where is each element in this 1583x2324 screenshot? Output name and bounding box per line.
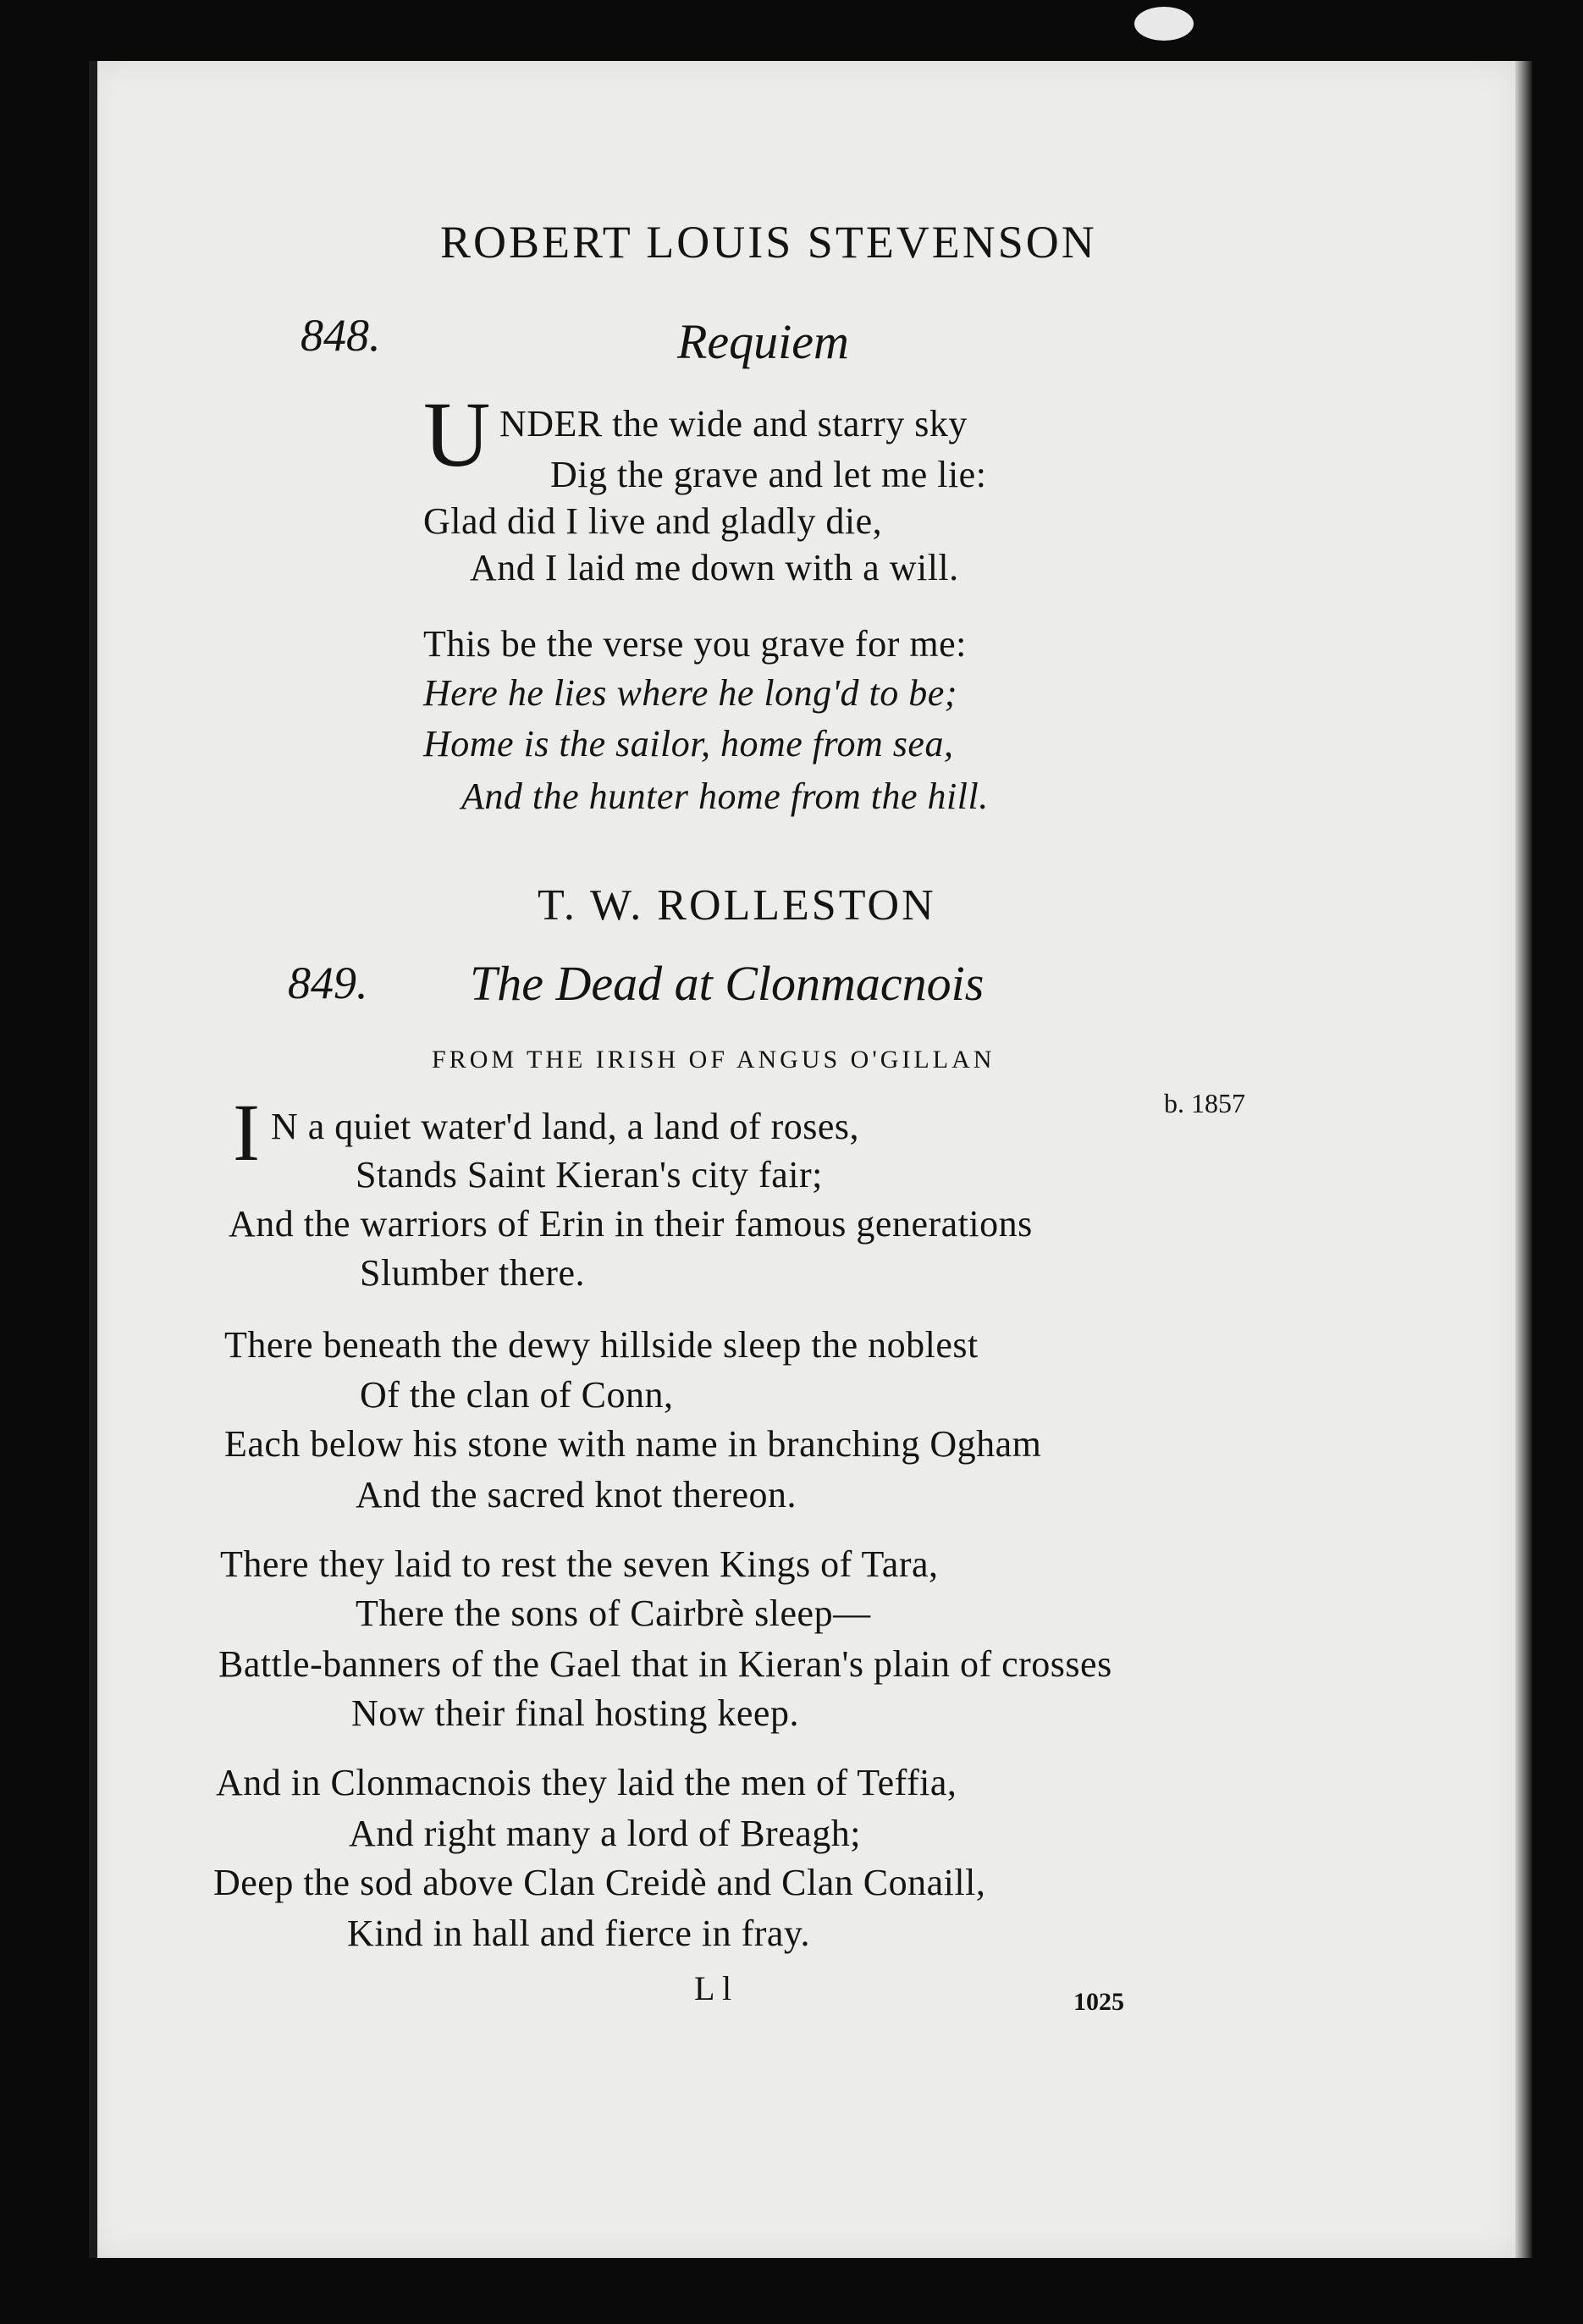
poem-title-clonmacnois: The Dead at Clonmacnois <box>470 956 985 1011</box>
clonmacnois-line-10: There the sons of Cairbrè sleep— <box>356 1593 871 1634</box>
clonmacnois-line-7: Each below his stone with name in branching Ogham <box>224 1423 1042 1465</box>
clonmacnois-line-2: Stands Saint Kieran's city fair; <box>356 1154 823 1195</box>
clonmacnois-line-15: Deep the sod above Clan Creidè and Clan Conaill, <box>213 1862 986 1903</box>
drop-cap-u: U <box>423 383 491 486</box>
clonmacnois-line-11: Battle-banners of the Gael that in Kieran's plain of crosses <box>218 1643 1112 1685</box>
clonmacnois-line-6: Of the clan of Conn, <box>360 1374 674 1416</box>
requiem-line-7: Home is the sailor, home from sea, <box>423 723 954 765</box>
requiem-line-8: And the hunter home from the hill. <box>461 776 989 817</box>
requiem-line-2: Dig the grave and let me lie: <box>550 454 987 495</box>
poem-number-849: 849. <box>288 958 368 1008</box>
clonmacnois-line-12: Now their final hosting keep. <box>351 1692 799 1734</box>
clonmacnois-line-16: Kind in hall and fierce in fray. <box>347 1913 811 1954</box>
requiem-line-1: NDER the wide and starry sky <box>499 403 968 444</box>
requiem-line-6: Here he lies where he long'd to be; <box>423 672 957 714</box>
requiem-line-3: Glad did I live and gladly die, <box>423 500 883 542</box>
requiem-line-5: This be the verse you grave for me: <box>423 623 967 665</box>
drop-cap-i: I <box>233 1087 260 1178</box>
author-heading-rolleston: T. W. ROLLESTON <box>538 881 936 930</box>
birth-year: b. 1857 <box>1164 1088 1245 1118</box>
poem-subtitle: FROM THE IRISH OF ANGUS O'GILLAN <box>432 1046 996 1074</box>
clonmacnois-line-14: And right many a lord of Breagh; <box>349 1813 861 1854</box>
clonmacnois-line-5: There beneath the dewy hillside sleep the noblest <box>224 1324 979 1366</box>
clonmacnois-line-9: There they laid to rest the seven Kings of Tara, <box>220 1543 939 1585</box>
author-heading-stevenson: ROBERT LOUIS STEVENSON <box>440 217 1097 268</box>
clonmacnois-line-3: And the warriors of Erin in their famous generations <box>229 1203 1033 1245</box>
clonmacnois-line-13: And in Clonmacnois they laid the men of Teffia, <box>216 1762 957 1803</box>
requiem-line-4: And I laid me down with a will. <box>470 547 959 588</box>
poem-number-848: 848. <box>301 310 381 361</box>
clonmacnois-line-4: Slumber there. <box>360 1252 586 1294</box>
clonmacnois-line-1: N a quiet water'd land, a land of roses, <box>271 1106 860 1147</box>
poem-title-requiem: Requiem <box>677 314 849 369</box>
page-number: 1025 <box>1073 1988 1124 2016</box>
signature-mark: L l <box>694 1969 732 2007</box>
clonmacnois-line-8: And the sacred knot thereon. <box>356 1474 797 1515</box>
